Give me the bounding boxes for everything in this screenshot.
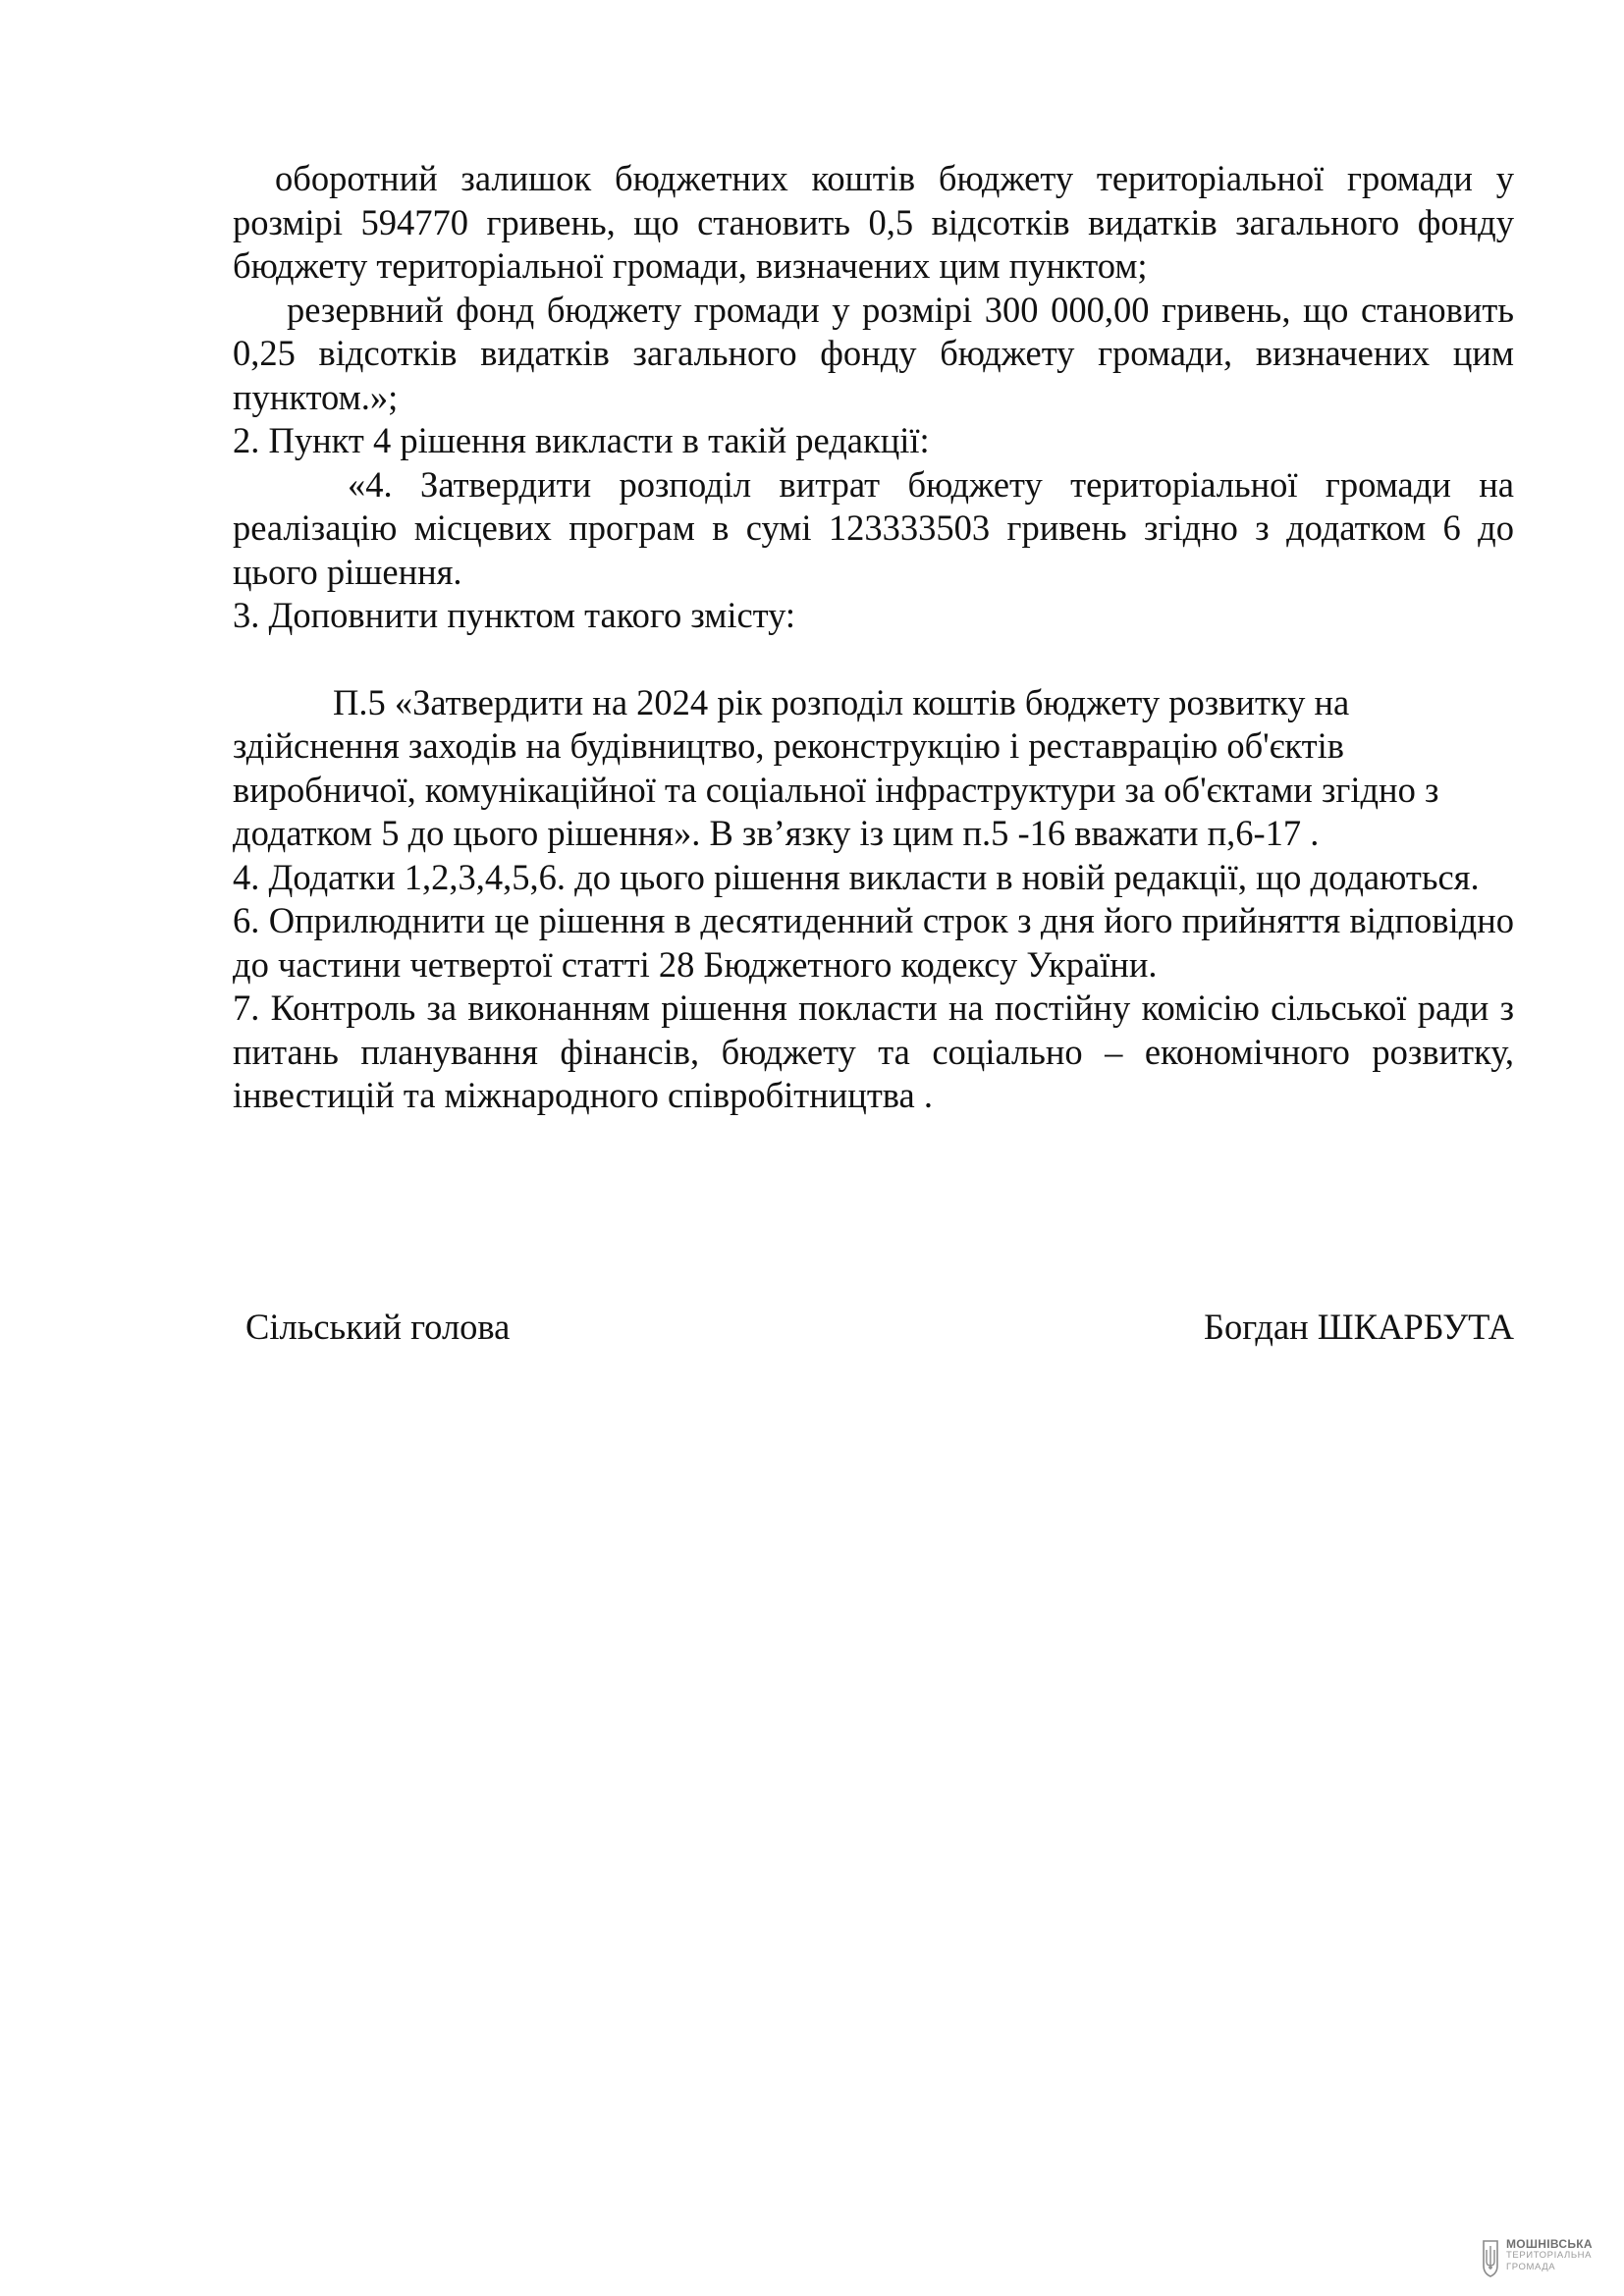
trident-icon <box>1481 2238 1500 2277</box>
paragraph-item-4-text: «4. Затвердити розподіл витрат бюджету територіальної громади на реалізацію місцевих програм в сумі 123333503 гривень згідно з додатком 6 до цього рішення. <box>233 463 1514 592</box>
watermark-subtitle: ТЕРИТОРІАЛЬНА <box>1506 2250 1593 2261</box>
community-watermark <box>1481 2236 1618 2283</box>
paragraph-item-5-text: П.5 «Затвердити на 2024 рік розподіл коштів бюджету розвитку на здійснення заходів на будівництво, реконструкцію і реставрацію об'єктів виробничої, комунікаційної та соціальної інфраструктури за об'єктами згідно з додатком 5 до цього рішення». В зв’язку із цим п.5 -16 вважати п,6-17 . <box>233 681 1439 853</box>
paragraph-control: 7. Контроль за виконанням рішення покласти на постійну комісію сільської ради з питань планування фінансів, бюджету та соціально – економічного розвитку, інвестицій та міжнародного співробітництва . <box>233 988 1514 1115</box>
signatory-position: Сільський голова <box>245 1307 511 1347</box>
paragraph-item-3: 3. Доповнити пунктом такого змісту: <box>233 595 796 635</box>
paragraph-item-2: 2. Пункт 4 рішення викласти в такій редакції: <box>233 420 930 460</box>
signatory-name: Богдан ШКАРБУТА <box>1204 1307 1514 1347</box>
paragraph-reserve-fund: резервний фонд бюджету громади у розмірі 300 000,00 гривень, що становить 0,25 відсотків видатків загального фонду бюджету громади, визначених цим пунктом.»; <box>233 289 1514 417</box>
watermark-title: МОШНІВСЬКА <box>1506 2237 1593 2251</box>
paragraph-appendices: 4. Додатки 1,2,3,4,5,6. до цього рішення викласти в новій редакції, що додаються. <box>233 856 1480 897</box>
document-body <box>233 157 1514 1118</box>
paragraph-working-balance: оборотний залишок бюджетних коштів бюджету територіальної громади у розмірі 594770 гривень, що становить 0,5 відсотків видатків загального фонду бюджету територіальної громади, визначених цим пунктом; <box>233 158 1514 286</box>
watermark-subtitle-2: ГРОМАДА <box>1506 2262 1556 2272</box>
paragraph-publication: 6. Оприлюднити це рішення в десятиденний строк з дня його прийняття відповідно до частини четвертої статті 28 Бюджетного кодексу України. <box>233 900 1514 985</box>
